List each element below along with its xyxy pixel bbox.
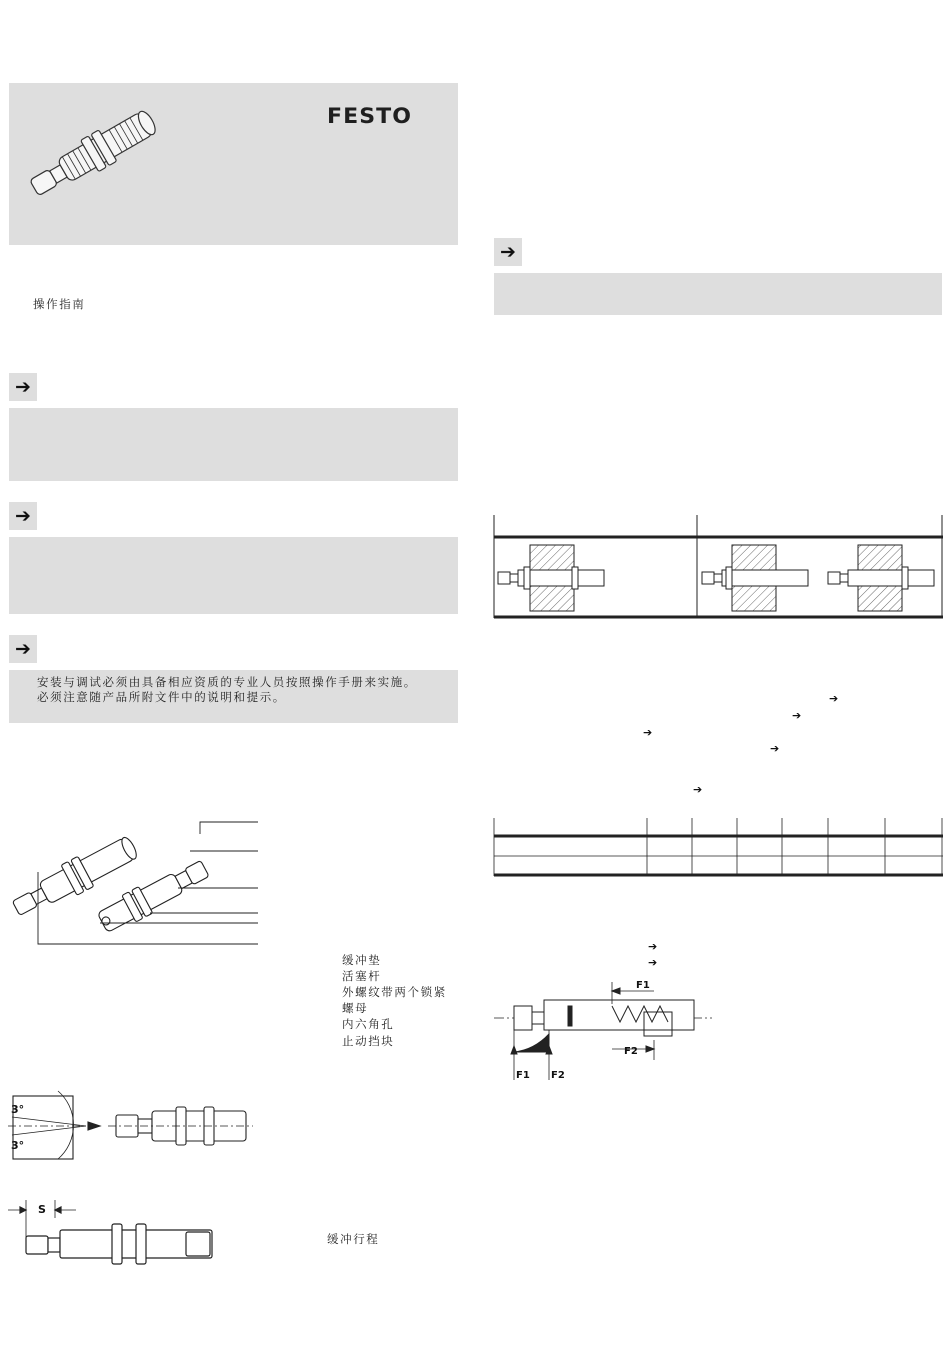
note-1-arrow-icon: ➔ — [9, 373, 37, 401]
stroke-symbol-label: S — [38, 1203, 46, 1216]
angle-tolerance-diagram — [8, 1083, 253, 1163]
product-overview-diagram — [0, 810, 265, 950]
reference-arrow-icon: ➔ — [829, 692, 839, 705]
reference-arrow-icon: ➔ — [770, 742, 780, 755]
note-3-line-2: 必须注意随产品所附文件中的说明和提示。 — [37, 690, 286, 704]
reference-arrow-icon: ➔ — [648, 940, 658, 953]
note-3-line-1: 安装与调试必须由具备相应资质的专业人员按照操作手册来实施。 — [37, 675, 417, 689]
mounting-variants-table — [494, 513, 943, 621]
note-3-panel — [9, 670, 458, 723]
note-3-arrow-icon: ➔ — [9, 635, 37, 663]
legend-item-3: 外螺纹带两个锁紧 — [342, 985, 447, 999]
angle-bottom-label: 3° — [11, 1139, 25, 1152]
legend-item-1: 缓冲垫 — [342, 953, 382, 967]
legend-item-5: 内六角孔 — [342, 1017, 395, 1031]
festo-logo: FESTO — [327, 104, 413, 128]
note-2-panel — [9, 537, 458, 614]
force-f2-lower-label: F2 — [551, 1070, 565, 1081]
reference-arrow-icon: ➔ — [693, 783, 703, 796]
legend-item-6: 止动挡块 — [342, 1034, 395, 1048]
note-2-arrow-icon: ➔ — [9, 502, 37, 530]
document-type: 操作指南 — [33, 297, 86, 311]
data-table — [494, 816, 943, 878]
note-4-panel — [494, 273, 942, 315]
reference-arrow-icon: ➔ — [648, 956, 658, 969]
force-f1-upper-label: F1 — [636, 980, 650, 991]
stroke-diagram — [8, 1198, 218, 1263]
force-f2-upper-label: F2 — [624, 1046, 638, 1057]
force-f1-lower-label: F1 — [516, 1070, 530, 1081]
note-1-panel — [9, 408, 458, 481]
reference-arrow-icon: ➔ — [792, 709, 802, 722]
shock-absorber-product-image — [20, 95, 180, 205]
angle-top-label: 3° — [11, 1103, 25, 1116]
legend-item-2: 活塞杆 — [342, 969, 382, 983]
reference-arrow-icon: ➔ — [643, 726, 653, 739]
force-diagram — [494, 972, 714, 1087]
stroke-label: 缓冲行程 — [327, 1232, 380, 1246]
note-4-arrow-icon: ➔ — [494, 238, 522, 266]
legend-item-4: 螺母 — [342, 1001, 369, 1015]
